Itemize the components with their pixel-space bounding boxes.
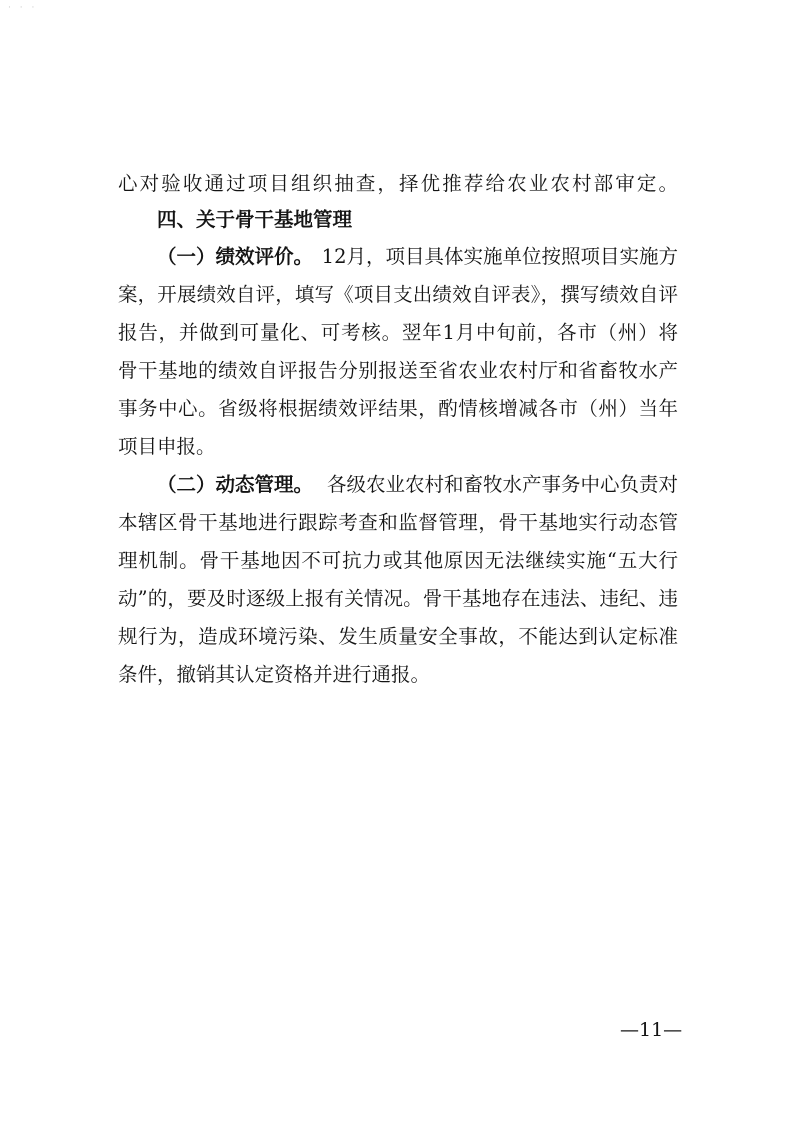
paragraph-line-13: 规行为，造成环境污染、发生质量安全事故，不能达到认定标准 <box>118 625 678 648</box>
paragraph-line-11: 理机制。骨干基地因不可抗力或其他原因无法继续实施“五大行 <box>118 549 678 572</box>
paragraph-line-3-text: 12月，项目具体实施单位按照项目实施方 <box>321 245 678 268</box>
paragraph-line-8: 项目申报。 <box>118 435 216 458</box>
paragraph-line-9-text: 各级农业农村和畜牧水产事务中心负责对 <box>326 473 678 496</box>
paragraph-line-1: 心对验收通过项目组织抽查，择优推荐给农业农村部审定。 <box>118 172 678 195</box>
scan-corner-mark: · · · <box>8 3 38 13</box>
paragraph-line-10: 本辖区骨干基地进行跟踪考查和监督管理，骨干基地实行动态管 <box>118 511 678 534</box>
paragraph-line-4: 案，开展绩效自评，填写《项目支出绩效自评表》，撰写绩效自评 <box>118 283 678 306</box>
subheading-performance-evaluation: （一）绩效评价。 <box>157 245 314 268</box>
paragraph-line-7: 事务中心。省级将根据绩效评结果，酌情核增减各市（州）当年 <box>118 397 678 420</box>
paragraph-line-3 <box>157 247 678 267</box>
section-heading: 四、关于骨干基地管理 <box>157 208 353 231</box>
paragraph-line-12: 动”的，要及时逐级上报有关情况。骨干基地存在违法、违纪、违 <box>118 587 678 610</box>
page-number: —11— <box>620 1019 683 1041</box>
paragraph-line-6: 骨干基地的绩效自评报告分别报送至省农业农村厅和省畜牧水产 <box>118 359 678 382</box>
subheading-dynamic-management: （二）动态管理。 <box>157 473 314 496</box>
paragraph-line-14: 条件，撤销其认定资格并进行通报。 <box>118 663 431 686</box>
paragraph-line-5: 报告，并做到可量化、可考核。翌年1月中旬前，各市（州）将 <box>118 321 678 344</box>
paragraph-line-9 <box>157 475 678 495</box>
